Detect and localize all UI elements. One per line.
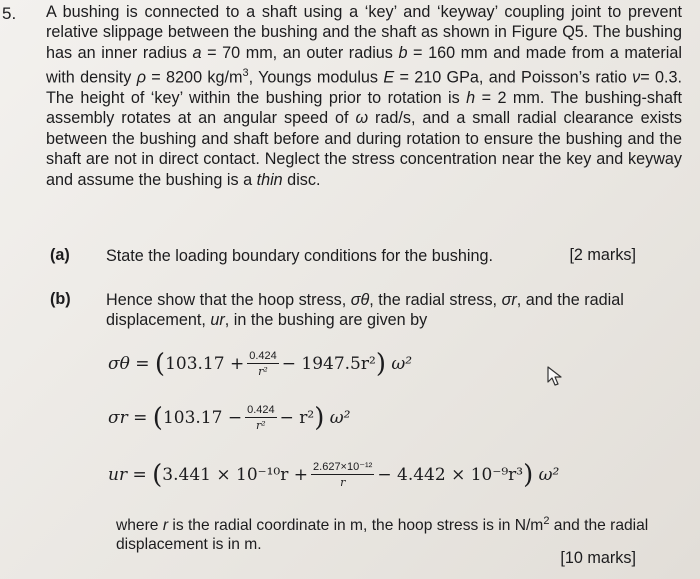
mouse-pointer-icon (546, 365, 564, 392)
equation-radial-displacement: ur = ( 3.441 × 10⁻¹⁰r + $\frac{\text{2.627×10⁻¹²}}{r}$ − 4.442 × 10⁻⁹r³ ) ω² (108, 459, 560, 490)
eq2-term2: − r² (279, 408, 315, 428)
eq3-term2: − 4.442 × 10⁻⁹r³ (377, 464, 524, 485)
eq3-term1: 3.441 × 10⁻¹⁰r + (162, 464, 309, 485)
part-b-label: (b) (50, 290, 71, 308)
part-b-text: Hence show that the hoop stress, σθ, the radial stress, σr, and the radial displacement, ur, in the bushing are given by (106, 291, 624, 330)
equation-hoop-stress: σθ = ( 103.17 + $\frac{0.424}{\text{r²}}$ − 1947.5r² ) ω² (108, 349, 413, 379)
part-a-marks: [2 marks] (569, 246, 636, 264)
eq1-term2: − 1947.5r² (281, 354, 376, 374)
eq1-term1: 103.17 + (165, 354, 245, 374)
eq2-lhs: σr (108, 408, 128, 428)
eq1-fraction: $\frac{0.424}{\text{r²}}$ (249, 350, 277, 378)
eq2-term1: 103.17 − (162, 408, 243, 428)
eq3-fraction: $\frac{\text{2.627×10⁻¹²}}{r}$ (313, 461, 373, 489)
question-number: 5. (2, 4, 17, 23)
part-a-label: (a) (50, 246, 70, 264)
eq2-tail: ω² (329, 408, 351, 428)
part-b-marks: [10 marks] (560, 549, 636, 567)
equation-radial-stress: σr = ( 103.17 − $\frac{0.424}{\text{r²}}$ − r² ) ω² (108, 403, 351, 433)
question-intro: A bushing is connected to a shaft using a ‘key’ and ‘keyway’ coupling joint to prevent relative slippage between the bushing and the shaft as shown in Figure Q5. The bushing has an inner radius a = 70 mm, an outer radius b = 160 mm and made from a material with density ρ = 8200 $kg/m^3$, Youngs modulus E = 210 GPa, and Poisson’s ratio ν= 0.3. The height of ‘key’ within the bushing prior to rotation is h = 2 mm. The bushing-shaft assembly rotates at an angular speed of ω rad/s, and a small radial clearance exists between the bushing and shaft before and during rotation to ensure the bushing and the shaft are not in direct contact. Neglect the stress concentration near the key and keyway and assume the bushing is a thin disc. (46, 3, 682, 189)
eq2-fraction: $\frac{0.424}{\text{r²}}$ (247, 404, 275, 432)
eq3-tail: ω² (538, 464, 560, 485)
eq1-tail: ω² (391, 354, 413, 374)
units-note: where r is the radial coordinate in m, the hoop stress is in $N/m^2$ and the radial displacement is in m. (116, 515, 649, 554)
part-a-text: State the loading boundary conditions for the bushing. (106, 247, 493, 265)
eq1-lhs: σθ (108, 354, 130, 374)
eq3-lhs: ur (108, 464, 128, 485)
